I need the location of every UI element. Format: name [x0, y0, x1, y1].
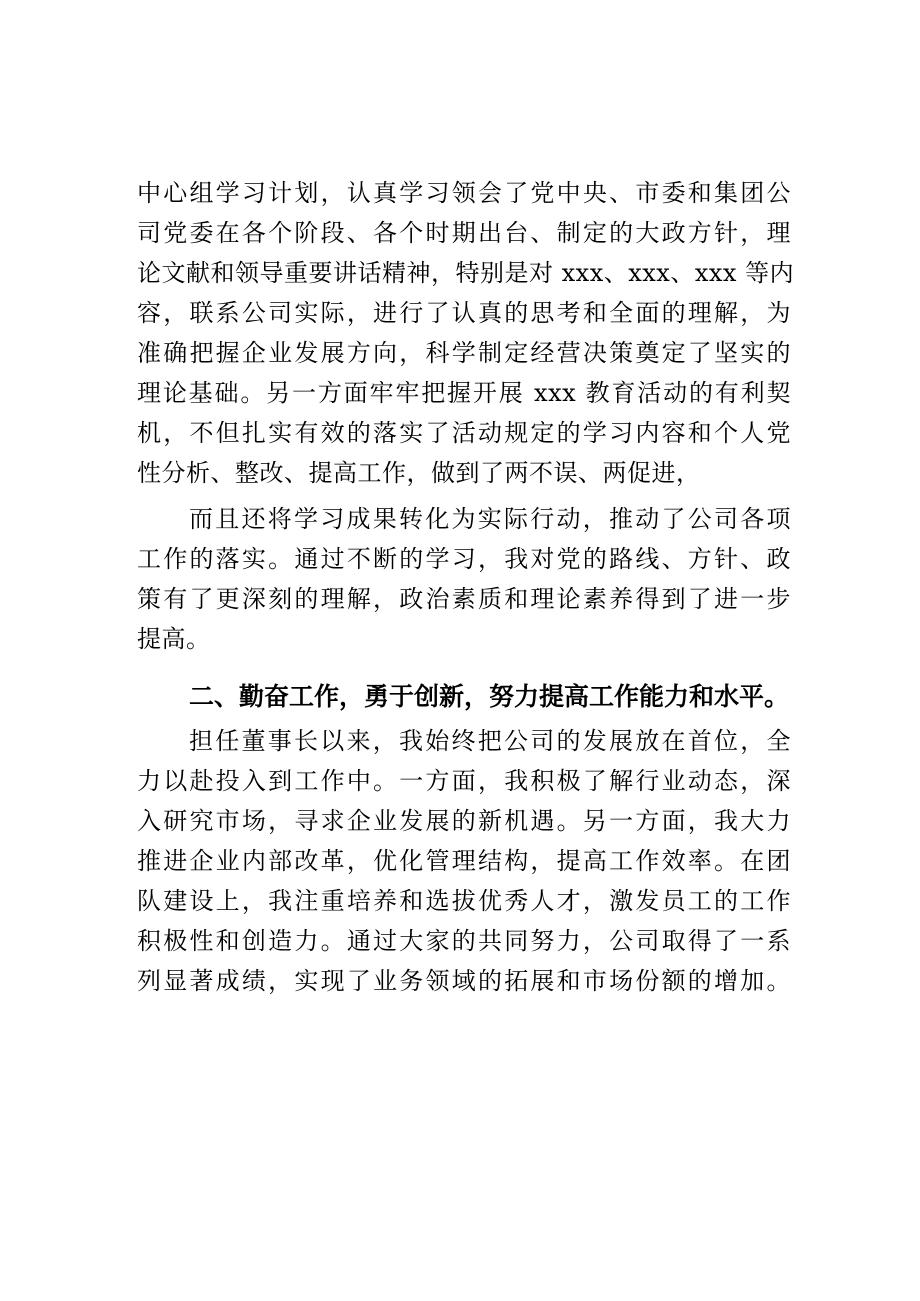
text-line: 积极性和创造力。通过大家的共同努力，公司取得了一系 — [137, 927, 791, 955]
text-line: 工作的落实。通过不断的学习，我对党的路线、方针、政 — [137, 545, 791, 573]
text-line: 力以赴投入到工作中。一方面，我积极了解行业动态，深 — [137, 767, 791, 795]
text-line: 性分析、整改、提高工作，做到了两不误、两促进， — [137, 459, 701, 487]
text-line: 而且还将学习成果转化为实际行动，推动了公司各项 — [189, 505, 791, 533]
text-line: 策有了更深刻的理解，政治素质和理论素养得到了进一步 — [137, 585, 791, 613]
text-line: 理论基础。另一方面牢牢把握开展 xxx 教育活动的有利契 — [137, 379, 791, 407]
text-line: 推进企业内部改革，优化管理结构，提高工作效率。在团 — [137, 847, 791, 875]
document-body — [137, 173, 795, 1001]
section-heading: 二、勤奋工作，勇于创新，努力提高工作能力和水平。 — [189, 682, 790, 711]
text-line: 中心组学习计划，认真学习领会了党中央、市委和集团公 — [137, 179, 791, 207]
paragraph-results — [137, 499, 791, 659]
text-line: 论文献和领导重要讲话精神，特别是对 xxx、xxx、xxx 等内 — [137, 259, 795, 287]
text-line: 列显著成绩，实现了业务领域的拓展和市场份额的增加。 — [137, 967, 791, 995]
text-line: 入研究市场，寻求企业发展的新机遇。另一方面，我大力 — [137, 807, 791, 835]
text-line: 容，联系公司实际，进行了认真的思考和全面的理解，为 — [137, 299, 791, 327]
text-line: 提高。 — [137, 625, 211, 653]
text-line: 司党委在各个阶段、各个时期出台、制定的大政方针，理 — [137, 219, 791, 247]
text-line: 机，不但扎实有效的落实了活动规定的学习内容和个人党 — [137, 419, 791, 447]
paragraph-study — [137, 173, 795, 493]
text-line: 准确把握企业发展方向，科学制定经营决策奠定了坚实的 — [137, 339, 791, 367]
text-line: 队建设上，我注重培养和选拔优秀人才，激发员工的工作 — [137, 887, 791, 915]
text-line: 担任董事长以来，我始终把公司的发展放在首位，全 — [189, 727, 791, 755]
paragraph-work — [137, 721, 791, 1001]
